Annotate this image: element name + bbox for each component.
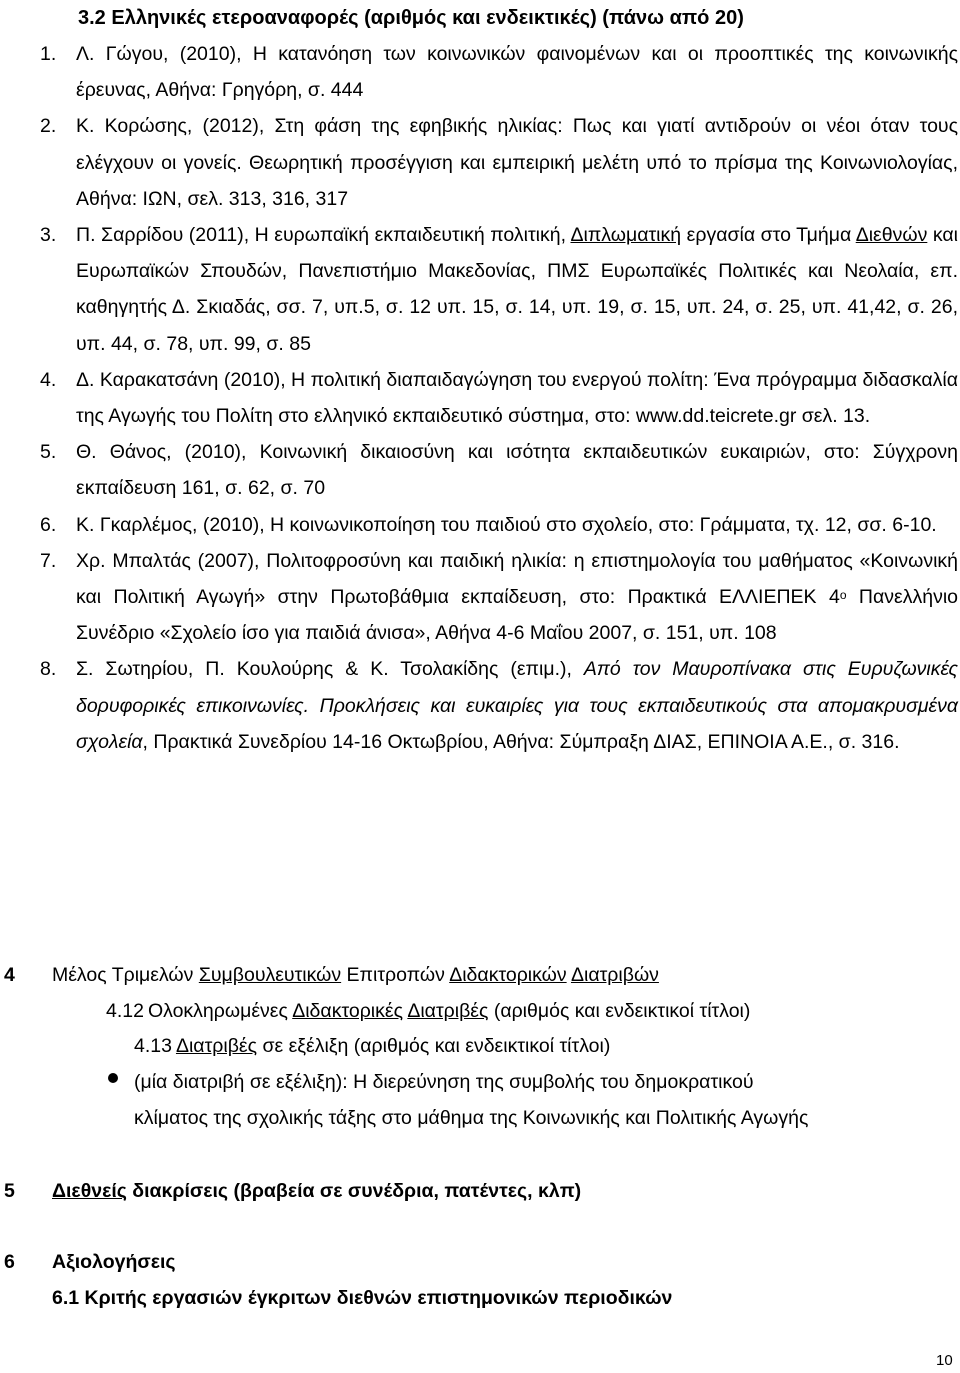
section-4-number: 4: [4, 964, 15, 986]
subsection-6-1-number: 6.1: [52, 1287, 80, 1309]
reference-list: [40, 36, 958, 760]
reference-text: Δ. Καρακατσάνη (2010), Η πολιτική διαπαιδαγώγηση του ενεργού πολίτη: Ένα πρόγραμμα διδασκαλία της Αγωγής του Πολίτη στο ελληνικό εκπαιδευτικό σύστημα, στο: www.dd.teicrete.gr σελ. 13.: [76, 368, 958, 428]
reference-text: Κ. Κορώσης, (2012), Στη φάση της εφηβικής ηλικίας: Πως και γιατί αντιδρούν οι νέοι όταν τους ελέγχουν οι γονείς. Θεωρητική προσέγγιση και εμπειρική μελέτη υπό το πρίσμα της Κοινωνιολογίας, Αθήνα: ΙΩΝ, σελ. 313, 316, 317: [76, 115, 958, 210]
reference-item: [40, 36, 958, 108]
subsection-4-12-number: 4.12: [106, 1000, 144, 1022]
reference-item: [40, 434, 958, 506]
reference-item: [40, 543, 958, 652]
reference-title-italic: Από τον Μαυροπίνακα στις Ευρυζωνικές δορυφορικές επικοινωνίες. Προκλήσεις και ευκαιρίες για τους εκπαιδευτικούς στα απομακρυσμένα σχολεία: [76, 658, 958, 753]
reference-text: Σ. Σωτηρίου, Π. Κουλούρης & Κ. Τσολακίδης (επιμ.),: [76, 658, 584, 681]
subsection-4-13-title: Διατριβές σε εξέλιξη (αριθμός και ενδεικτικοί τίτλοι): [175, 1035, 611, 1057]
reference-text-cont: , Πρακτικά Συνεδρίου 14-16 Οκτωβρίου, Αθήνα: Σύμπραξη ΔΙΑΣ, ΕΠΙΝΟΙΑ Α.Ε., σ. 316.: [142, 730, 900, 753]
reference-text: Π. Σαρρίδου (2011), Η ευρωπαϊκή εκπαιδευτική πολιτική, Διπλωματική εργασία στο Τμήμα Διεθνών και Ευρωπαϊκών Σπουδών, Πανεπιστήμιο Μακεδονίας, ΠΜΣ Ευρωπαϊκές Πολιτικές και Νεολαία, επ. καθηγητής Δ. Σκιαδάς, σσ. 7, υπ.5, σ. 12 υπ. 15, σ. 14, υπ. 19, σ. 15, υπ. 24, σ. 25, υπ. 41,42, σ. 26, υπ. 44, σ. 78, υπ. 99, σ. 85: [76, 224, 958, 355]
subsection-6-1-title: Κριτής εργασιών έγκριτων διεθνών επιστημονικών περιοδικών: [84, 1287, 673, 1309]
reference-item: [40, 651, 958, 760]
reference-number: 8.: [40, 658, 57, 681]
reference-text: Κ. Γκαρλέμος, (2010), Η κοινωνικοποίηση του παιδιού στο σχολείο, στο: Γράμματα, τχ. 12, σσ. 6-10.: [76, 513, 937, 536]
reference-text: Θ. Θάνος, (2010), Κοινωνική δικαιοσύνη και ισότητα εκπαιδευτικών ευκαιριών, στο: Σύγχρονη εκπαίδευση 161, σ. 62, σ. 70: [76, 441, 958, 500]
reference-item: [40, 362, 958, 434]
section-4-title: Μέλος Τριμελών Συμβουλευτικών Επιτροπών Διδακτορικών Διατριβών: [52, 964, 659, 986]
subsection-4-13: [134, 1028, 610, 1064]
reference-number: 3.: [40, 224, 57, 247]
reference-item: [40, 507, 958, 543]
section-5-number: 5: [4, 1180, 15, 1202]
section-6-number: 6: [4, 1251, 15, 1273]
page-number: 10: [936, 1352, 953, 1369]
ordinal-superscript: ο: [839, 588, 847, 603]
reference-number: 5.: [40, 441, 57, 464]
subsection-4-13-number: 4.13: [134, 1035, 172, 1057]
bullet-line-2: κλίματος της σχολικής τάξης στο μάθημα της Κοινωνικής και Πολιτικής Αγωγής: [134, 1107, 809, 1129]
subsection-6-1: [52, 1280, 672, 1316]
subsection-4-12: [106, 993, 750, 1029]
reference-item: [40, 108, 958, 217]
bullet-icon: [106, 1071, 120, 1085]
reference-text: Χρ. Μπαλτάς (2007), Πολιτοφροσύνη και παιδική ηλικία: η επιστημολογία του μαθήματος «Κοινωνική και Πολιτική Αγωγή» στην Πρωτοβάθμια εκπαίδευση, στο: Πρακτικά ΕΛΛΙΕΠΕΚ 4: [76, 549, 958, 609]
section-6-title: Αξιολογήσεις: [52, 1251, 176, 1273]
reference-text: Λ. Γώγου, (2010), Η κατανόηση των κοινωνικών φαινομένων και οι προοπτικές της κοινωνικής έρευνας, Αθήνα: Γρηγόρη, σ. 444: [76, 43, 958, 102]
reference-item: [40, 217, 958, 362]
reference-number: 4.: [40, 368, 57, 391]
reference-text-cont: Πανελλήνιο Συνέδριο «Σχολείο ίσο για παιδιά άνισα», Αθήνα 4-6 Μαΐου 2007, σ. 151, υπ. 108: [76, 586, 958, 645]
section-5-title: Διεθνείς διακρίσεις (βραβεία σε συνέδρια, πατέντες, κλπ): [52, 1180, 582, 1202]
section-heading-3-2: 3.2 Ελληνικές ετεροαναφορές (αριθμός και ενδεικτικές) (πάνω από 20): [78, 7, 744, 29]
reference-number: 7.: [40, 549, 57, 572]
bullet-line-1: (μία διατριβή σε εξέλιξη): Η διερεύνηση της συμβολής του δημοκρατικού: [134, 1071, 754, 1093]
reference-number: 2.: [40, 115, 57, 138]
reference-number: 1.: [40, 43, 57, 65]
reference-number: 6.: [40, 513, 57, 536]
subsection-4-12-title: Ολοκληρωμένες Διδακτορικές Διατριβές (αριθμός και ενδεικτικοί τίτλοι): [147, 1000, 751, 1022]
